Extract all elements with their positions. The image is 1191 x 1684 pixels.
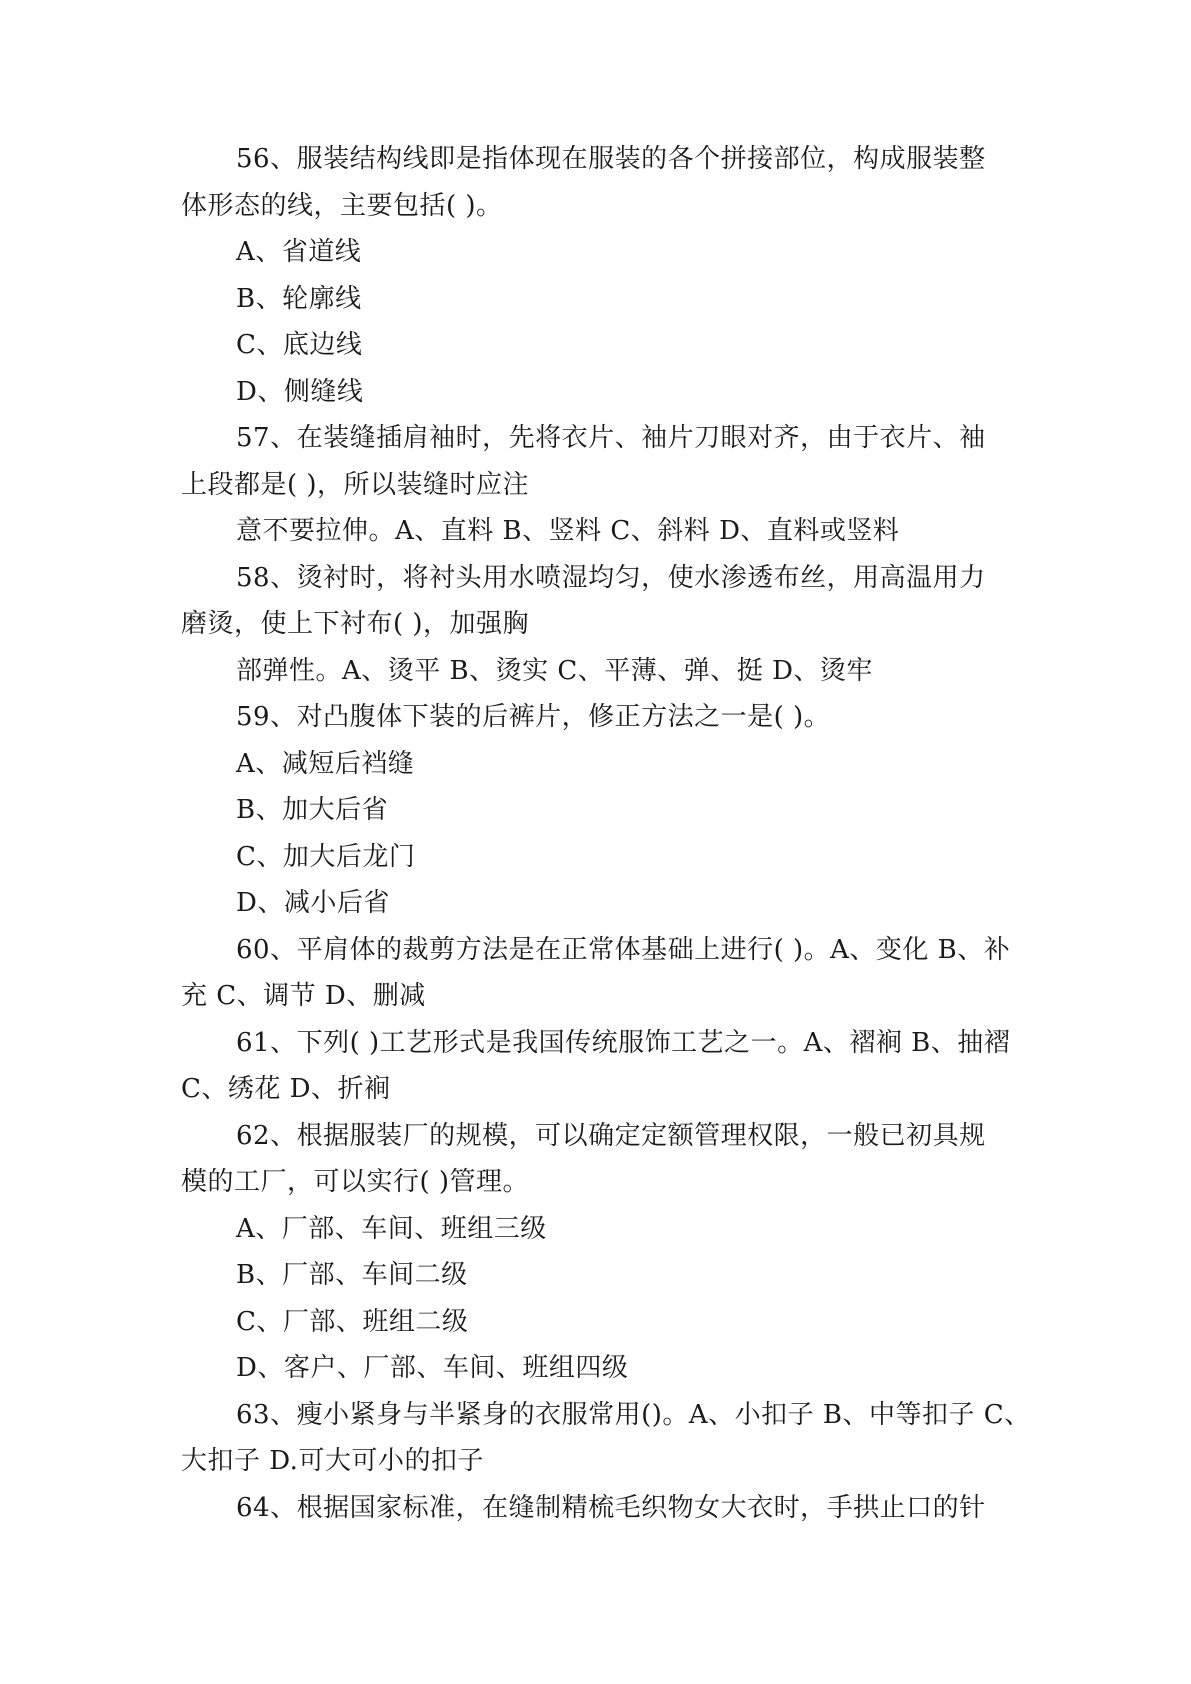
question-61-line-1: 61、下列( )工艺形式是我国传统服饰工艺之一。A、褶裥 B、抽褶	[236, 1027, 1011, 1058]
question-58-line-3: 部弹性。A、烫平 B、烫实 C、平薄、弹、挺 D、烫牢	[236, 655, 873, 686]
question-60-line-1: 60、平肩体的裁剪方法是在正常体基础上进行( )。A、变化 B、补	[236, 934, 1011, 965]
question-64-line-1: 64、根据国家标准，在缝制精梳毛织物女大衣时，手拱止口的针	[236, 1492, 986, 1523]
question-62-line-1: 62、根据服装厂的规模，可以确定定额管理权限，一般已初具规	[236, 1120, 986, 1151]
question-59-option-b: B、加大后省	[236, 795, 389, 825]
question-57-line-3: 意不要拉伸。A、直料 B、竖料 C、斜料 D、直料或竖料	[236, 516, 900, 546]
question-62-line-2: 模的工厂，可以实行( )管理。	[181, 1167, 530, 1197]
question-59-option-a: A、减短后裆缝	[236, 748, 415, 779]
question-56-line-2: 体形态的线，主要包括( )。	[181, 190, 503, 221]
question-62-option-a: A、厂部、车间、班组三级	[236, 1213, 547, 1244]
document-body	[181, 136, 1031, 1531]
question-56-option-d: D、侧缝线	[236, 376, 364, 407]
question-57-line-1: 57、在装缝插肩袖时，先将衣片、袖片刀眼对齐，由于衣片、袖	[236, 423, 986, 453]
question-56-option-c: C、底边线	[236, 330, 363, 360]
question-56-line-1: 56、服装结构线即是指体现在服装的各个拼接部位，构成服装整	[236, 144, 986, 174]
question-57-line-2: 上段都是( )，所以装缝时应注	[181, 469, 530, 500]
question-60-line-2: 充 C、调节 D、删减	[181, 981, 426, 1011]
question-58-line-2: 磨烫，使上下衬布( )，加强胸	[181, 609, 530, 639]
question-58-line-1: 58、烫衬时，将衬头用水喷湿均匀，使水渗透布丝，用高温用力	[236, 562, 986, 593]
question-62-option-b: B、厂部、车间二级	[236, 1260, 468, 1290]
question-59-option-d: D、减小后省	[236, 888, 390, 918]
question-62-option-d: D、客户、厂部、车间、班组四级	[236, 1353, 629, 1383]
question-63-line-1: 63、瘦小紧身与半紧身的衣服常用()。A、小扣子 B、中等扣子 C、	[236, 1399, 1031, 1430]
question-63-line-2: 大扣子 D.可大可小的扣子	[181, 1446, 484, 1476]
question-61-line-2: C、绣花 D、折裥	[181, 1074, 391, 1104]
question-56-option-b: B、轮廓线	[236, 283, 362, 314]
question-56-option-a: A、省道线	[236, 237, 362, 267]
question-62-option-c: C、厂部、班组二级	[236, 1306, 469, 1337]
question-59-line-1: 59、对凸腹体下装的后裤片，修正方法之一是( )。	[236, 702, 831, 732]
question-59-option-c: C、加大后龙门	[236, 841, 416, 872]
